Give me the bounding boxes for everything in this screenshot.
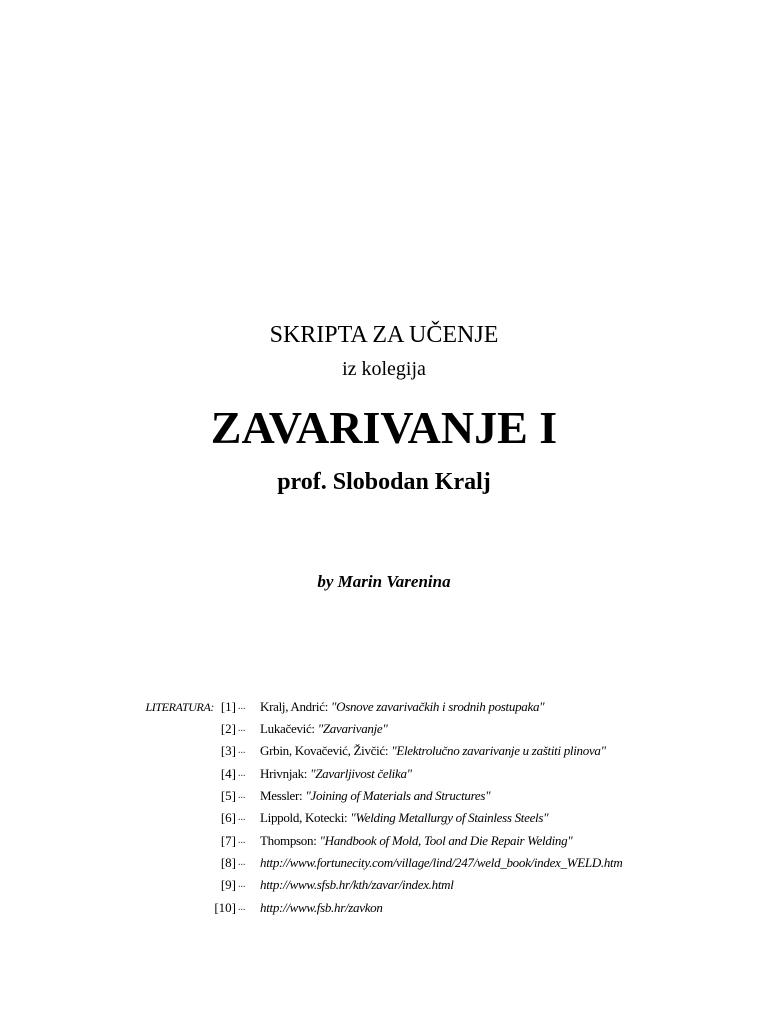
literature-item — [0, 718, 768, 740]
literature-item-authors: Grbin, Kovačević, Živčić: — [260, 743, 392, 758]
literature-item-dots: ... — [238, 902, 246, 913]
literature-item-dots: ... — [238, 745, 246, 756]
literature-item-dots: ... — [238, 857, 246, 868]
literature-item-dots: ... — [238, 723, 246, 734]
literature-label: LITERATURA: — [145, 700, 214, 714]
literature-item-authors: Hrivnjak: — [260, 766, 311, 781]
literature-item-authors: Thompson: — [260, 833, 320, 848]
literature-item — [0, 897, 768, 919]
literature-item — [0, 874, 768, 896]
professor-name: prof. Slobodan Kralj — [277, 469, 491, 495]
literature-item-entry — [260, 785, 730, 807]
document-subheading: iz kolegija — [342, 358, 426, 380]
literature-item-title: "Joining of Materials and Structures" — [305, 788, 491, 803]
literature-item-authors: Lukačević: — [260, 721, 318, 736]
author-byline: by Marin Varenina — [317, 572, 451, 591]
literature-item-number: [6] — [220, 810, 236, 825]
literature-item-url: http://www.fsb.hr/zavkon — [260, 900, 383, 915]
literature-item-number: [2] — [220, 721, 236, 736]
literature-item-authors: Messler: — [260, 788, 306, 803]
literature-item-entry — [260, 718, 730, 740]
literature-item-title: "Welding Metallurgy of Stainless Steels" — [350, 810, 549, 825]
literature-item-entry — [260, 807, 730, 829]
literature-item-authors: Kralj, Andrić: — [260, 699, 331, 714]
literature-item-title: "Handbook of Mold, Tool and Die Repair Welding" — [319, 833, 573, 848]
literature-item-title: "Osnove zavarivačkih i srodnih postupaka" — [330, 699, 545, 714]
literature-item-dots: ... — [238, 879, 246, 890]
literature-item-entry — [260, 852, 730, 874]
literature-item — [0, 785, 768, 807]
literature-item-number: [1] — [220, 699, 236, 714]
literature-item — [0, 763, 768, 785]
literature-item-dots: ... — [238, 768, 246, 779]
literature-item-title: "Zavarljivost čelika" — [310, 766, 412, 781]
literature-item-url: http://www.sfsb.hr/kth/zavar/index.html — [260, 877, 454, 892]
literature-item — [0, 807, 768, 829]
literature-item-number: [4] — [220, 766, 236, 781]
literature-item-title: "Zavarivanje" — [317, 721, 388, 736]
literature-item — [0, 696, 768, 718]
literature-item-title: "Elektrolučno zavarivanje u zaštiti plinova" — [391, 743, 606, 758]
literature-item-entry — [260, 763, 730, 785]
literature-item-entry — [260, 696, 730, 718]
literature-item-entry — [260, 830, 730, 852]
literature-item — [0, 852, 768, 874]
literature-item-entry — [260, 874, 730, 896]
literature-item-entry — [260, 740, 730, 762]
literature-item-number: [7] — [220, 833, 236, 848]
literature-item-entry — [260, 897, 730, 919]
literature-item — [0, 740, 768, 762]
literature-item-number: [8] — [220, 855, 236, 870]
literature-item-authors: Lippold, Kotecki: — [260, 810, 351, 825]
literature-item-dots: ... — [238, 812, 246, 823]
literature-item-dots: ... — [238, 701, 246, 712]
literature-item-number: [10] — [214, 900, 236, 915]
literature-item-url: http://www.fortunecity.com/village/lind/247/weld_book/index_WELD.htm — [260, 855, 623, 870]
literature-item — [0, 830, 768, 852]
literature-item-number: [5] — [220, 788, 236, 803]
course-title: ZAVARIVANJE I — [210, 402, 558, 453]
literature-item-dots: ... — [238, 790, 246, 801]
literature-item-number: [9] — [220, 877, 236, 892]
document-heading: SKRIPTA ZA UČENJE — [269, 322, 499, 348]
literature-item-number: [3] — [220, 743, 236, 758]
literature-item-dots: ... — [238, 835, 246, 846]
